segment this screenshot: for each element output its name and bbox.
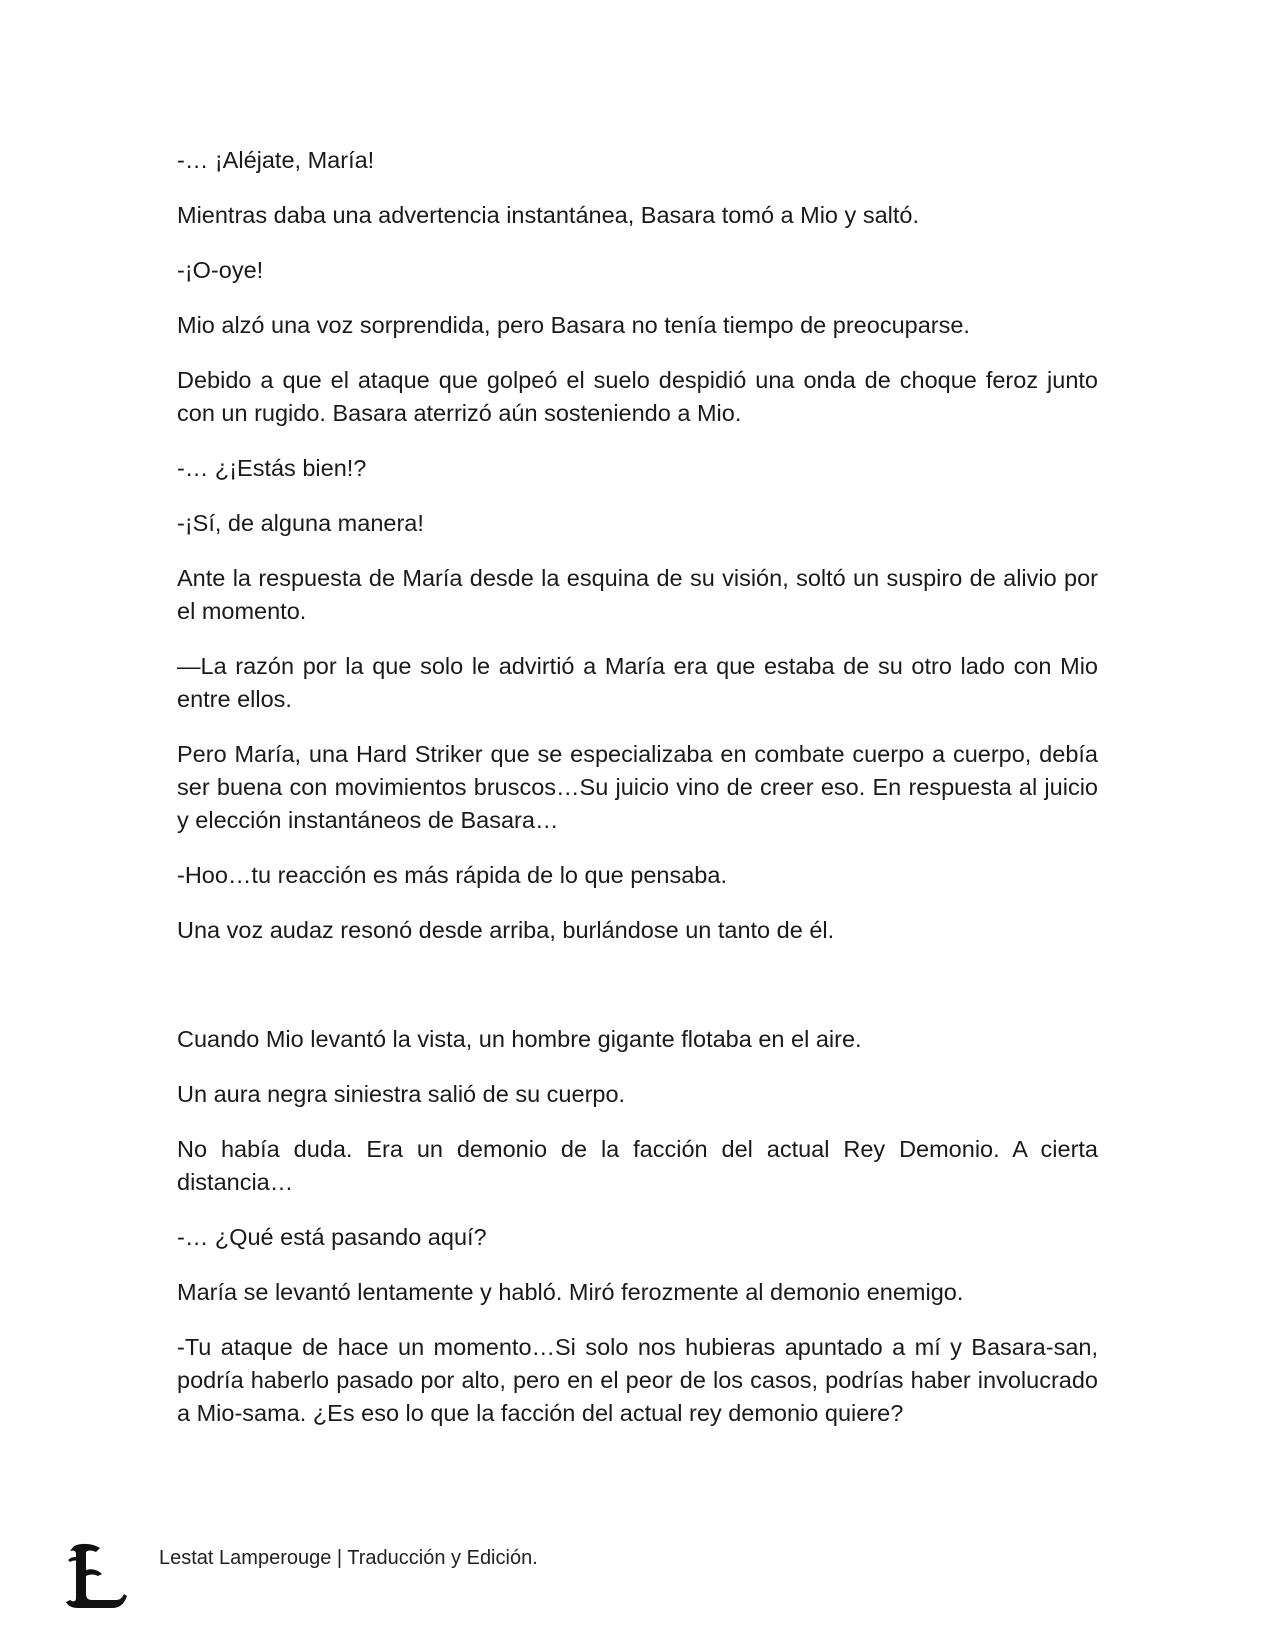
paragraph: Un aura negra siniestra salió de su cuerpo. <box>177 1081 626 1107</box>
paragraph: -Tu ataque de hace un momento…Si solo nos hubieras apuntado a mí y Basara-san, podría haberlo pasado por alto, pero en el peor de los casos, podrías haber involucrado a Mio-sama. ¿Es eso lo que la facción del actual rey demonio quiere? <box>177 1334 1098 1426</box>
paragraph: Mio alzó una voz sorprendida, pero Basara no tenía tiempo de preocuparse. <box>177 312 970 338</box>
paragraph: -… ¡Aléjate, María! <box>177 147 375 173</box>
footer-credit: Lestat Lamperouge | Traducción y Edición. <box>159 1547 538 1569</box>
gothic-letter-l-logo-icon <box>64 1540 130 1612</box>
paragraph: -¡O-oye! <box>177 257 264 283</box>
paragraph: -¡Sí, de alguna manera! <box>177 510 424 536</box>
paragraph: Mientras daba una advertencia instantánea, Basara tomó a Mio y saltó. <box>177 202 919 228</box>
page-body <box>177 144 1098 1452</box>
paragraph: -… ¿¡Estás bien!? <box>177 455 367 481</box>
paragraph: —La razón por la que solo le advirtió a María era que estaba de su otro lado con Mio entre ellos. <box>177 653 1098 712</box>
paragraph: Cuando Mio levantó la vista, un hombre gigante flotaba en el aire. <box>177 1026 862 1052</box>
paragraph: Ante la respuesta de María desde la esquina de su visión, soltó un suspiro de alivio por el momento. <box>177 565 1098 624</box>
paragraph: María se levantó lentamente y habló. Miró ferozmente al demonio enemigo. <box>177 1279 964 1305</box>
paragraph: Una voz audaz resonó desde arriba, burlándose un tanto de él. <box>177 917 835 943</box>
paragraph: Debido a que el ataque que golpeó el suelo despidió una onda de choque feroz junto con un rugido. Basara aterrizó aún sosteniendo a Mio. <box>177 367 1098 426</box>
paragraph: -Hoo…tu reacción es más rápida de lo que pensaba. <box>177 862 727 888</box>
paragraph: No había duda. Era un demonio de la facción del actual Rey Demonio. A cierta distancia… <box>177 1136 1098 1195</box>
paragraph: Pero María, una Hard Striker que se especializaba en combate cuerpo a cuerpo, debía ser buena con movimientos bruscos…Su juicio vino de creer eso. En respuesta al juicio y elección instantáneos de Basara… <box>177 741 1098 833</box>
section-break <box>177 969 1098 1023</box>
page-footer <box>60 1536 760 1616</box>
paragraph: -… ¿Qué está pasando aquí? <box>177 1224 487 1250</box>
